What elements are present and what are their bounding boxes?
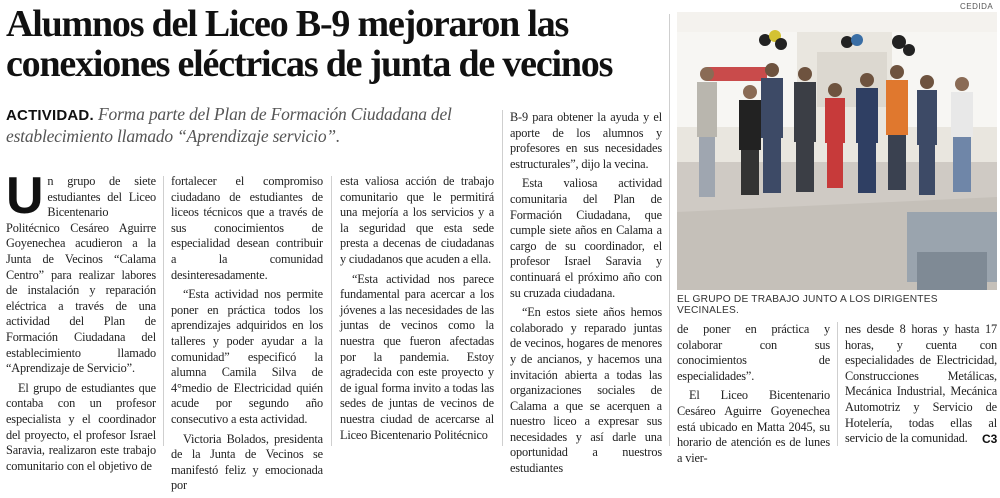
paragraph: Esta valiosa actividad comunitaria del Plan de Formación Ciudadana, que cumple siete años en Calama a cargo de su coordinador, el profesor Israel Saravia y continuará el próximo año con su cruzada ciudadana. (510, 176, 662, 300)
article-column-6 (845, 322, 997, 451)
paragraph: “Esta actividad nos parece fundamental para acercar a los jóvenes a las necesidades de las juntas de vecinos como la nuestra que fueron afectadas por la pandemia. Estoy agradecida con este proyecto y de igual forma invito a todas las sedes de juntas de vecinos de nuestra ciudad de acercarse al Liceo Bicentenario Politécnico (340, 271, 494, 442)
article-deck (6, 104, 506, 147)
end-mark: C3 (982, 432, 998, 446)
deck-kicker: ACTIVIDAD. (6, 107, 94, 124)
paragraph: n grupo de siete estudiantes del Liceo Bicentenario Politécnico Cesáreo Aguirre Goyenechea acudieron a la Junta de Vecinos “Calama Centro” para realizar labores de instalación y reparación eléctrica a través de una actividad del Plan de Formación Ciudadana del establecimiento llamado “Aprendizaje de Servicio”. (6, 174, 156, 376)
photo-credit: CEDIDA (960, 2, 994, 11)
drop-cap: U (6, 167, 44, 225)
photo-caption: EL GRUPO DE TRABAJO JUNTO A LOS DIRIGENTES VECINALES. (677, 294, 938, 316)
article-column-5 (677, 322, 830, 470)
column-rule (837, 322, 838, 446)
deck-text: Forma parte del Plan de Formación Ciudadana del establecimiento llamado “Aprendizaje servicio”. (6, 104, 452, 146)
paragraph: fortalecer el compromiso ciudadano de estudiantes de liceos técnicos que a través de sus conocimientos de especialidad desean contribuir a la comunidad desinteresadamente. (171, 174, 323, 282)
paragraph: de poner en práctica y colaborar con sus conocimientos de especialidades”. (677, 322, 830, 383)
group-photo (677, 12, 997, 290)
paragraph: “Esta actividad nos permite poner en práctica todos los aprendizajes adquiridos en los talleres y poder ayudar a la comunidad” especificó la alumna Camila Silva de 4°medio de Electricidad quién acude por segundo año consecutivo a esta actividad. (171, 287, 323, 426)
paragraph: El grupo de estudiantes que contaba con un profesor especialista y el coordinador del proyecto, el profesor Israel Saravia, realizaron este trabajo comunitario con el objetivo de (6, 380, 156, 473)
column-rule (502, 110, 503, 446)
paragraph: nes desde 8 horas y hasta 17 horas, y cuenta con especialidades de Electricidad, Construcciones Metálicas, Mecánica Industrial, Mecánica Automotriz y Servicio de Hotelería, todas ellas al servicio de la comunidad. (845, 322, 997, 446)
article-column-3 (340, 174, 494, 447)
article-headline: Alumnos del Liceo B-9 mejoraron las conexiones eléctricas de junta de vecinos (6, 3, 613, 85)
column-rule (331, 176, 332, 446)
article-column-1 (6, 167, 156, 478)
column-rule (163, 176, 164, 446)
paragraph: El Liceo Bicentenario Cesáreo Aguirre Goyenechea está ubicado en Matta 2045, su horario de atención es de lunes a vier- (677, 388, 830, 465)
paragraph: B-9 para obtener la ayuda y el aporte de los alumnos y profesores en sus necesidades estructurales”, dijo la vecina. (510, 110, 662, 171)
paragraph: Victoria Bolados, presidenta de la Junta de Vecinos se manifestó feliz y emocionada por (171, 431, 323, 493)
article-column-4 (510, 110, 662, 481)
paragraph: “En estos siete años hemos colaborado y reparado juntas de vecinos, hogares de menores y de ancianos, y hacemos una invitación abierta a todas las organizaciones sociales de Calama a que se acerquen a nuestro liceo a expresar sus necesidades y así darle una oportunidad a nuestros estudiantes (510, 305, 662, 476)
article-column-2 (171, 174, 323, 498)
paragraph: esta valiosa acción de trabajo comunitario que le permitirá una mejoría a los servicios y a la seguridad que esta sede presta a decenas de ciudadanas y ciudadanos que acuden a ella. (340, 174, 494, 266)
column-rule (669, 14, 670, 446)
group-photo-illustration (677, 12, 997, 290)
